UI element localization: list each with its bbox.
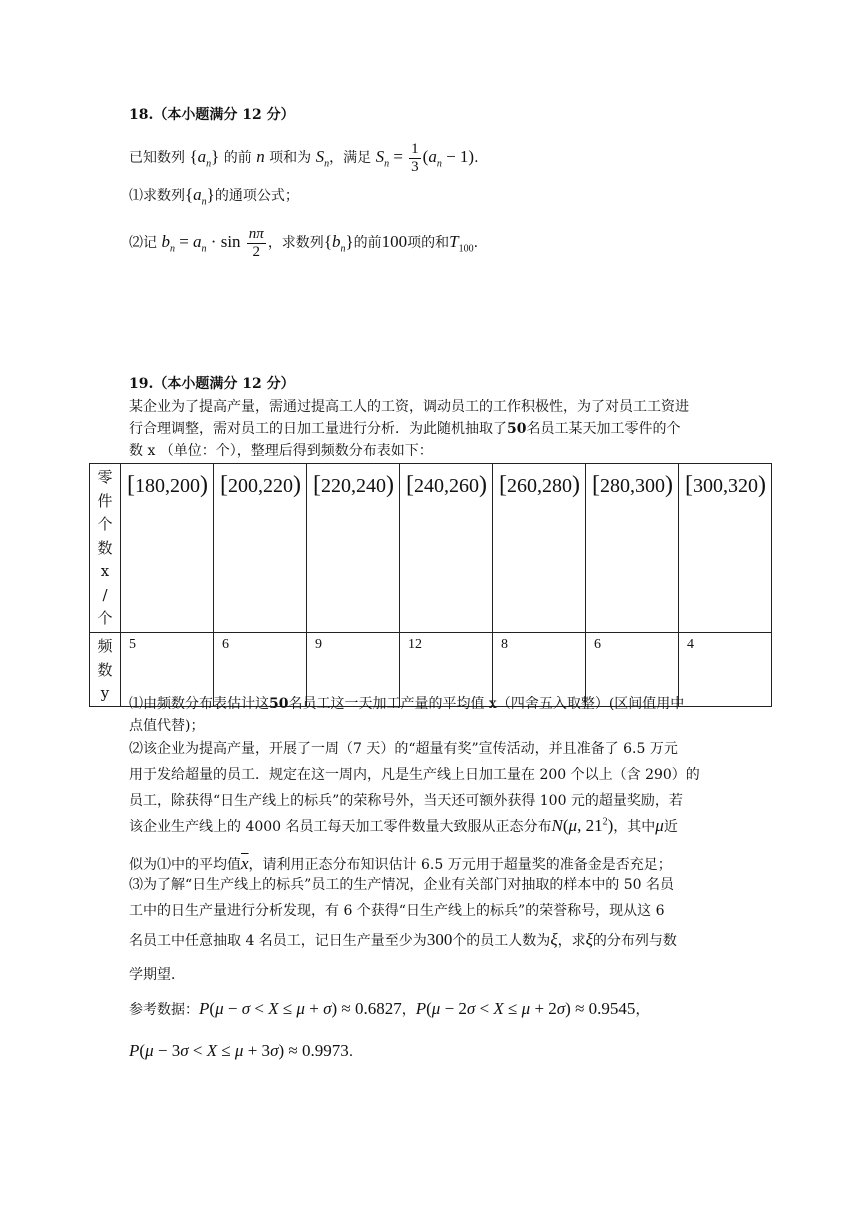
q19-part1-line1: [129, 696, 684, 713]
formula-ref2: P(μ − 2σ < X ≤ μ + 2σ) ≈ 0.9545: [415, 999, 636, 1018]
number-50: 50: [269, 696, 289, 712]
table-header-parts: [90, 464, 121, 633]
q19-text: ，: [401, 1002, 416, 1018]
q19-part3-line4: 学期望．: [129, 967, 185, 983]
header-char: y: [100, 684, 110, 702]
seq-a-n: $\{a_n\}$: [185, 185, 215, 208]
table-cell-count: 9: [307, 633, 400, 707]
number-300: 300: [426, 930, 453, 949]
table-cell-interval: [240,260): [400, 464, 493, 633]
table-cell-count: 5: [121, 633, 214, 707]
interval-text: 180,200: [135, 475, 200, 497]
header-char: 数: [97, 538, 113, 557]
q18-text: ⑵记: [129, 234, 157, 251]
ref3-value: ≈ 0.9973: [288, 1041, 349, 1060]
q18-text: .: [473, 234, 479, 251]
formula-ref1: P(μ − σ < X ≤ μ + σ) ≈ 0.6827: [199, 999, 402, 1018]
q18-text: 已知数列: [129, 149, 185, 166]
var-n: n: [256, 146, 265, 166]
interval-text: 200,220: [228, 475, 293, 497]
header-char: 个: [97, 609, 113, 627]
table-cell-interval: [280,300): [586, 464, 679, 633]
q19-heading: [129, 376, 295, 393]
q19-number: 19.: [129, 376, 154, 392]
q18-text: ，求数列: [267, 234, 324, 251]
q18-text: .: [474, 149, 479, 166]
table-cell-interval: [220,240): [307, 464, 400, 633]
table-cell-count: 8: [493, 633, 586, 707]
table-cell-interval: [260,280): [493, 464, 586, 633]
header-char: 数: [97, 660, 113, 679]
reference-label: 参考数据：: [129, 1002, 199, 1018]
var-x-bar: $\overline{x}$: [241, 854, 249, 873]
header-char: 件: [97, 491, 113, 510]
table-header-frequency: [90, 633, 121, 707]
table-cell-interval: [200,220): [214, 464, 307, 633]
var-xi: ξ: [550, 930, 558, 949]
formula-s-n: $S_n$ = $\frac{1}{3}$ $(a_n - 1)$: [375, 141, 475, 175]
seq-a-n: $\{a_n\}$: [189, 146, 220, 170]
q19-part2-line3: 员工，除获得“日生产线上的标兵”的荣称号外，当天还可额外获得 100 元的超量奖励，若: [129, 793, 683, 809]
q19-text: ⑴由频数分布表估计这: [129, 696, 269, 712]
q19-text: 似为⑴中的平均值: [129, 857, 241, 873]
q18-heading: [129, 107, 295, 124]
number-100: 100: [381, 231, 408, 251]
q19-text: ，请利用正态分布知识估计 6.5 万元用于超量奖的准备金是否充足；: [248, 857, 672, 873]
table-cell-count: 6: [214, 633, 307, 707]
var-s-n: $S_n$: [315, 146, 330, 170]
interval-text: 300,320: [693, 475, 758, 497]
formula-b-n: $b_n = a_n \cdot \sin$ $\frac{n\pi}{2}$: [161, 226, 264, 260]
header-char: 零: [97, 468, 113, 486]
q19-text: 名员工这一天加工产量的平均值 x（四舍五入取整）(区间值用中: [288, 696, 685, 712]
q19-part2-line2: 用于发给超量的员工．规定在这一周内，凡是生产线上日加工量在 200 个以上（含 290）的: [129, 767, 700, 783]
table-row-counts: [90, 633, 772, 707]
q19-text: ，求: [557, 933, 586, 949]
reference-data-line2: [129, 1041, 353, 1061]
q18-text: 的通项公式；: [214, 188, 299, 204]
q19-text: ，其中: [613, 819, 656, 835]
q18-text: 的前: [223, 149, 252, 166]
var-xi: ξ: [585, 930, 593, 949]
q19-part2-line1: ⑵该企业为提高产量，开展了一周（7 天）的“超量有奖”宣传活动，并且准备了 6.5 万元: [129, 741, 678, 757]
q18-score: （本小题满分 12 分）: [153, 107, 295, 123]
q18-part1: [129, 185, 299, 208]
seq-b-n: $\{b_n\}$: [323, 231, 354, 255]
q19-text: .: [348, 1044, 354, 1060]
q18-text: 项的和: [407, 234, 450, 251]
q19-text: 的分布列与数: [592, 933, 677, 949]
q19-part2-line4: [129, 816, 678, 836]
var-t-100: $T_{100}$: [449, 231, 474, 255]
q19-part2-line5: [129, 854, 672, 874]
table-cell-count: 12: [400, 633, 493, 707]
table-row-intervals: [90, 464, 772, 633]
q19-text: 个的员工人数为: [452, 933, 551, 949]
frequency-table: [89, 463, 772, 707]
ref2-value: ≈ 0.9545: [575, 999, 636, 1018]
q18-text: 的前: [353, 234, 382, 251]
formula-ref3: P(μ − 3σ < X ≤ μ + 3σ) ≈ 0.9973: [129, 1041, 349, 1060]
q19-text: 行合理调整，需对员工的日加工量进行分析．为此随机抽取了: [129, 421, 507, 437]
header-char: x: [100, 562, 110, 580]
q19-text: 名员工中任意抽取 4 名员工，记日生产量至少为: [129, 933, 427, 949]
q18-text: ⑴求数列: [129, 188, 185, 204]
interval-text: 240,260: [414, 475, 479, 497]
q19-text: 名员工某天加工零件的个: [526, 421, 681, 437]
q19-text: ，: [635, 1002, 650, 1018]
table-cell-count: 6: [586, 633, 679, 707]
q19-part3-line1: ⑶为了解“日生产线上的标兵”员工的生产情况，企业有关部门对抽取的样本中的 50 名员: [129, 877, 675, 893]
table-cell-interval: [180,200): [121, 464, 214, 633]
interval-text: 260,280: [507, 475, 572, 497]
q19-part1-line2: 点值代替)；: [129, 718, 205, 734]
formula-normal-dist: N(μ, $21^2$): [551, 816, 614, 835]
q18-statement: [129, 141, 479, 175]
q18-text: ，满足: [329, 149, 372, 166]
q19-score: （本小题满分 12 分）: [153, 376, 295, 392]
q18-number: 18.: [129, 107, 154, 123]
reference-data-line1: [129, 999, 649, 1019]
header-char: /: [102, 585, 108, 604]
q18-text: 项和为: [269, 149, 312, 166]
interval-text: 280,300: [600, 475, 665, 497]
var-mu: μ: [655, 816, 664, 835]
interval-text: 220,240: [321, 475, 386, 497]
q19-intro-line1: 某企业为了提高产量，需通过提高工人的工资，调动员工的工作积极性，为了对员工工资进: [129, 399, 689, 415]
q19-intro-line2: [129, 421, 680, 438]
q19-part3-line3: [129, 930, 677, 950]
q18-part2: [129, 226, 478, 260]
q19-part3-line2: 工中的日生产量进行分析发现，有 6 个获得“日生产线上的标兵”的荣誉称号，现从这 6: [129, 903, 665, 919]
q19-text: 该企业生产线上的 4000 名员工每天加工零件数量大致服从正态分布: [129, 819, 552, 835]
header-char: 频: [97, 637, 113, 655]
q19-intro-line3: 数 x （单位：个），整理后得到频数分布表如下：: [129, 443, 433, 459]
table-cell-interval: [300,320): [679, 464, 772, 633]
table-cell-count: 4: [679, 633, 772, 707]
header-char: 个: [97, 515, 113, 533]
q19-text: 近: [663, 819, 678, 835]
ref1-value: ≈ 0.6827: [341, 999, 402, 1018]
number-50: 50: [507, 421, 527, 437]
